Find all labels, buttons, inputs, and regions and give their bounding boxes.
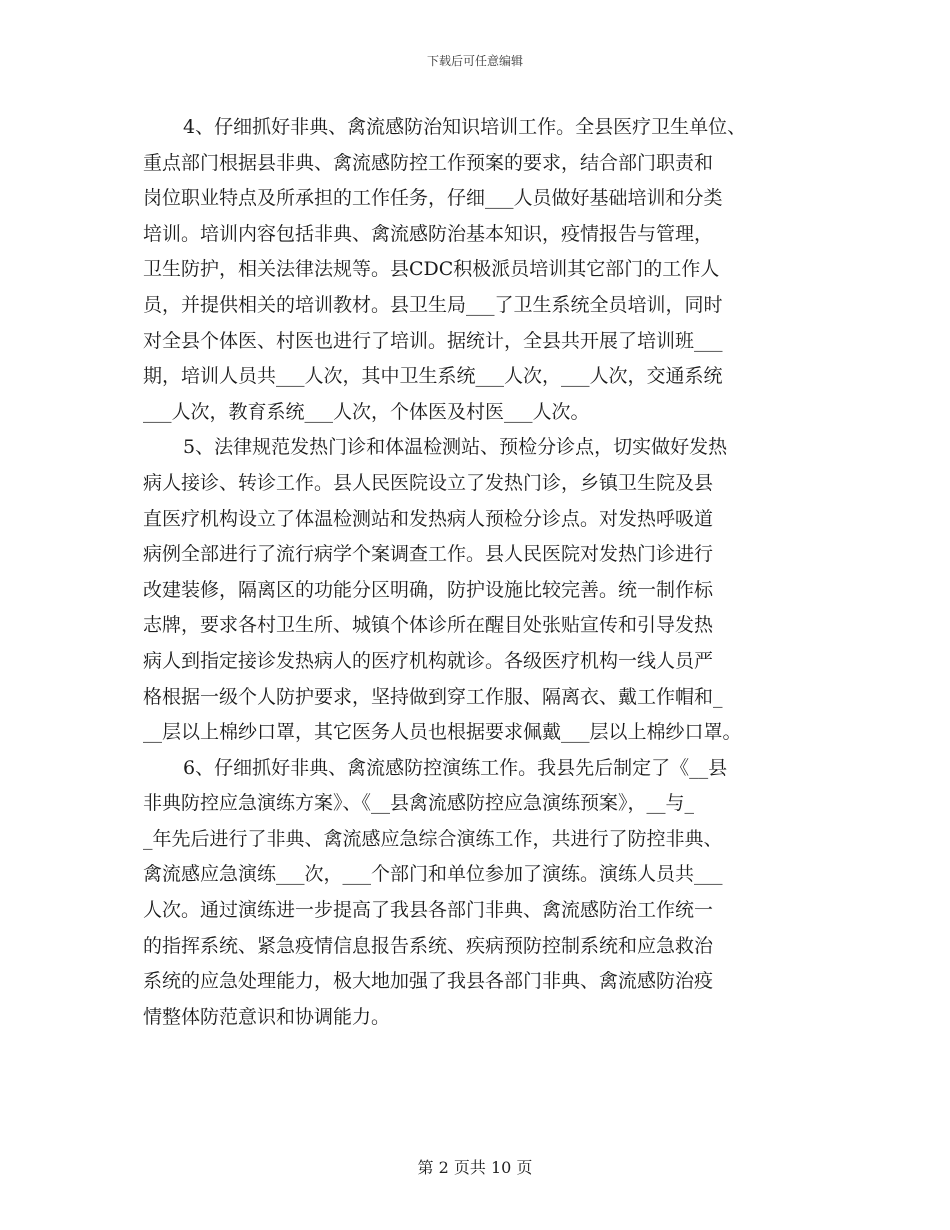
text-line: 改建装修，隔离区的功能分区明确，防护设施比较完善。统一制作标: [143, 578, 714, 601]
text-line: 病例全部进行了流行病学个案调查工作。县人民医院对发热门诊进行: [143, 543, 714, 566]
document-body: [143, 110, 807, 1035]
text-line: 直医疗机构设立了体温检测站和发热病人预检分诊点。对发热呼吸道: [143, 507, 714, 530]
text-line: 岗位职业特点及所承担的工作任务，仔细___人员做好基础培训和分类: [143, 187, 723, 210]
page-header: 下载后可任意编辑: [426, 54, 523, 68]
text-line: 病人接诊、转诊工作。县人民医院设立了发热门诊，乡镇卫生院及县: [143, 471, 714, 494]
text-line: 重点部门根据县非典、禽流感防控工作预案的要求，结合部门职责和: [143, 151, 714, 174]
text-line: 卫生防护，相关法律法规等。县CDC积极派员培训其它部门的工作人: [143, 258, 720, 281]
text-line: 志牌，要求各村卫生所、城镇个体诊所在醒目处张贴宣传和引导发热: [143, 614, 714, 637]
text-line: _年先后进行了非典、禽流感应急综合演练工作，共进行了防控非典、: [143, 827, 723, 850]
paragraph-6: [143, 751, 807, 1036]
text-line: 期，培训人员共___人次，其中卫生系统___人次，___人次，交通系统: [143, 365, 723, 388]
paragraph-4: [143, 110, 807, 430]
paragraph-5: [143, 430, 807, 750]
text-line: ___人次，教育系统___人次，个体医及村医___人次。: [143, 400, 590, 423]
text-line: 情整体防范意识和协调能力。: [143, 1005, 391, 1028]
text-line: 病人到指定接诊发热病人的医疗机构就诊。各级医疗机构一线人员严: [143, 649, 714, 672]
text-line: 培训。培训内容包括非典、禽流感防治基本知识，疫情报告与管理，: [143, 222, 714, 245]
text-line: 人次。通过演练进一步提高了我县各部门非典、禽流感防治工作统一: [143, 899, 714, 922]
text-line: 禽流感应急演练___次，___个部门和单位参加了演练。演练人员共___: [143, 863, 723, 886]
text-line: 5、法律规范发热门诊和体温检测站、预检分诊点，切实做好发热: [183, 436, 728, 459]
text-line: 非典防控应急演练方案》、《__县禽流感防控应急演练预案》，__与_: [143, 792, 695, 815]
text-line: 系统的应急处理能力，极大地加强了我县各部门非典、禽流感防治疫: [143, 970, 714, 993]
text-line: 员，并提供相关的培训教材。县卫生局___了卫生系统全员培训，同时: [143, 293, 723, 316]
text-line: __层以上棉纱口罩，其它医务人员也根据要求佩戴___层以上棉纱口罩。: [143, 721, 742, 744]
text-line: 对全县个体医、村医也进行了培训。据统计，全县共开展了培训班___: [143, 329, 723, 352]
text-line: 的指挥系统、紧急疫情信息报告系统、疾病预防控制系统和应急救治: [143, 934, 714, 957]
page-footer: 第 2 页共 10 页: [417, 1158, 533, 1177]
text-line: 4、仔细抓好非典、禽流感防治知识培训工作。全县医疗卫生单位、: [183, 116, 747, 138]
text-line: 6、仔细抓好非典、禽流感防控演练工作。我县先后制定了《__县: [183, 756, 728, 779]
text-line: 格根据一级个人防护要求，坚持做到穿工作服、隔离衣、戴工作帽和_: [143, 685, 723, 708]
